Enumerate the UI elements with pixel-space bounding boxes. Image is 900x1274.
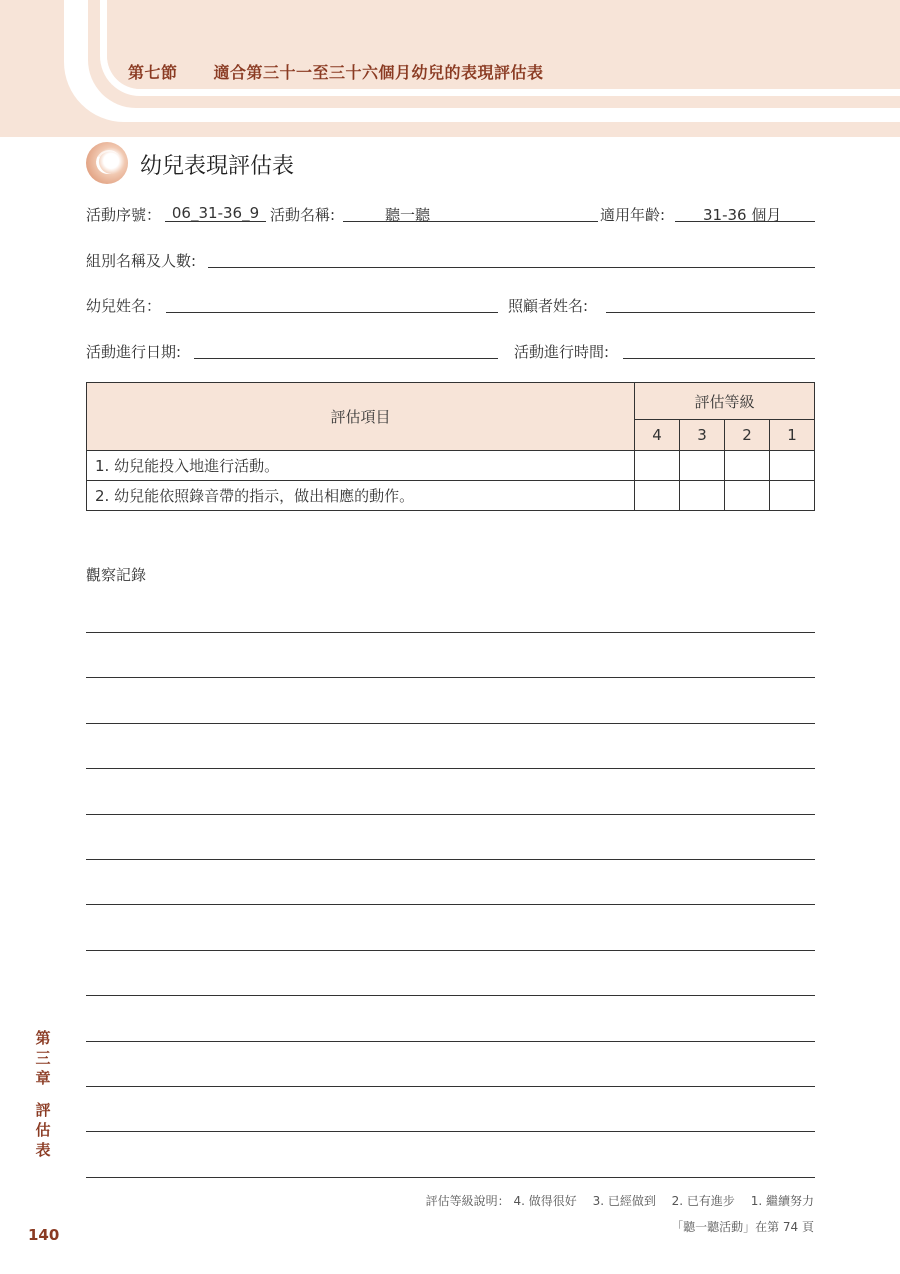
observation-line[interactable] <box>86 677 815 678</box>
observation-line[interactable] <box>86 632 815 633</box>
row-1-grade-2-cell[interactable] <box>725 451 770 481</box>
activity-reference: 「聽一聽活動」在第 74 頁 <box>671 1220 814 1234</box>
time-label: 活動進行時間: <box>514 343 610 361</box>
row-2-grade-4-cell[interactable] <box>635 481 680 511</box>
table-row <box>87 451 815 481</box>
observation-line[interactable] <box>86 723 815 724</box>
section-title: 適合第三十一至三十六個月幼兒的表現評估表 <box>213 63 544 82</box>
carer-name-label: 照顧者姓名: <box>508 297 589 315</box>
row-2-grade-3-cell[interactable] <box>680 481 725 511</box>
item-1-text: 1. 幼兒能投入地進行活動。 <box>87 451 635 481</box>
item-2-text: 2. 幼兒能依照錄音帶的指示，做出相應的動作。 <box>87 481 635 511</box>
observation-line[interactable] <box>86 1086 815 1087</box>
group-field[interactable] <box>208 250 815 268</box>
age-label: 適用年齡: <box>600 206 666 224</box>
activity-no-label: 活動序號： <box>86 206 162 224</box>
grade-legend: 評估等級說明： 4. 做得很好 3. 已經做到 2. 已有進步 1. 繼續努力 <box>425 1194 814 1208</box>
activity-name-field[interactable]: 聽一聽 <box>343 204 598 222</box>
grade-3-header: 3 <box>680 420 725 451</box>
child-name-label: 幼兒姓名： <box>86 297 162 315</box>
evaluation-table <box>86 382 815 511</box>
grade-4-header: 4 <box>635 420 680 451</box>
observation-label: 觀察記錄 <box>86 566 147 584</box>
observation-line[interactable] <box>86 950 815 951</box>
chapter-side-label <box>33 1028 53 1160</box>
carer-name-field[interactable] <box>606 295 815 313</box>
chapter-section-label: 評估表 <box>35 1101 51 1159</box>
pearl-bullet-icon <box>86 142 128 184</box>
date-field[interactable] <box>194 341 498 359</box>
time-field[interactable] <box>623 341 815 359</box>
observation-line[interactable] <box>86 814 815 815</box>
row-2-grade-1-cell[interactable] <box>770 481 815 511</box>
grade-2-header: 2 <box>725 420 770 451</box>
activity-name-label: 活動名稱: <box>270 206 336 224</box>
observation-line[interactable] <box>86 904 815 905</box>
observation-line[interactable] <box>86 1041 815 1042</box>
page-number: 140 <box>28 1226 60 1244</box>
section-header <box>128 60 544 83</box>
observation-line[interactable] <box>86 1131 815 1132</box>
chapter-label: 第三章 <box>35 1029 51 1087</box>
observation-line[interactable] <box>86 1177 815 1178</box>
grade-header: 評估等級 <box>635 383 815 420</box>
table-row <box>87 481 815 511</box>
observation-line[interactable] <box>86 995 815 996</box>
observation-line[interactable] <box>86 859 815 860</box>
age-field[interactable]: 31-36 個月 <box>675 204 815 222</box>
group-label: 組別名稱及人數: <box>86 252 197 270</box>
document-title: 幼兒表現評估表 <box>140 154 295 179</box>
observation-line[interactable] <box>86 768 815 769</box>
child-name-field[interactable] <box>166 295 498 313</box>
item-header: 評估項目 <box>87 383 635 451</box>
activity-no-field[interactable]: 06_31-36_9 <box>165 204 266 222</box>
date-label: 活動進行日期: <box>86 343 182 361</box>
row-1-grade-3-cell[interactable] <box>680 451 725 481</box>
grade-1-header: 1 <box>770 420 815 451</box>
row-1-grade-1-cell[interactable] <box>770 451 815 481</box>
row-1-grade-4-cell[interactable] <box>635 451 680 481</box>
row-2-grade-2-cell[interactable] <box>725 481 770 511</box>
section-number: 第七節 <box>128 63 178 82</box>
